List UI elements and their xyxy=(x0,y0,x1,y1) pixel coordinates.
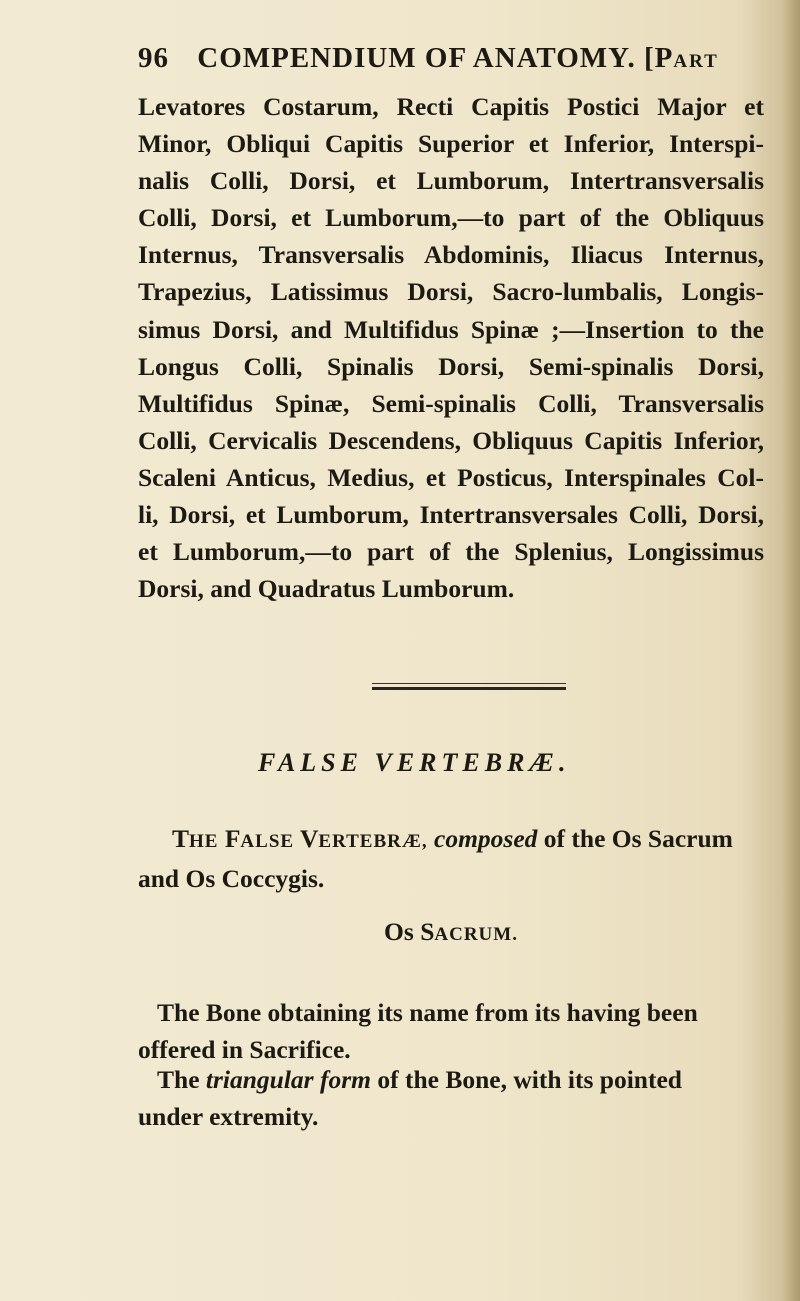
intro-paragraph xyxy=(138,820,764,897)
text-line: Minor, Obliqui Capitis Superior et Inferior, Interspi- xyxy=(138,129,764,159)
section-title: FALSE VERTEBRÆ. xyxy=(258,748,571,777)
definition-paragraph xyxy=(138,994,764,1068)
text-line: The Bone obtaining its name from its having been xyxy=(157,998,698,1027)
text-line: simus Dorsi, and Multifidus Spinæ ;—Insertion to the xyxy=(138,314,764,344)
page-number: 96 xyxy=(138,42,169,74)
text-line: Multifidus Spinæ, Semi-spinalis Colli, Transversalis xyxy=(138,388,764,418)
book-title: COMPENDIUM OF ANATOMY. xyxy=(197,42,636,74)
divider-thin-rule xyxy=(372,683,566,684)
subheading-os-sacrum: Os SACRUM. xyxy=(384,917,518,946)
text-line: Longus Colli, Spinalis Dorsi, Semi-spinalis Dorsi, xyxy=(138,351,764,381)
page-edge-shadow xyxy=(782,0,800,1301)
text-line: nalis Colli, Dorsi, et Lumborum, Intertransversalis xyxy=(138,166,764,196)
running-head xyxy=(138,42,778,75)
section-divider xyxy=(372,683,566,690)
text-line: and Os Coccygis. xyxy=(138,864,325,893)
text-line: Internus, Transversalis Abdominis, Iliacus Internus, xyxy=(138,240,764,270)
text-line: Scaleni Anticus, Medius, et Posticus, Interspinales Col- xyxy=(138,462,764,492)
text-line: THE FALSE VERTEBRÆ, composed of the Os Sacrum xyxy=(172,824,733,853)
text-line: Colli, Dorsi, et Lumborum,—to part of the Obliquus xyxy=(138,203,764,233)
body-paragraph xyxy=(138,88,764,607)
text-line: Levatores Costarum, Recti Capitis Postici Major et xyxy=(138,92,764,121)
text-line: Trapezius, Latissimus Dorsi, Sacro-lumbalis, Longis- xyxy=(138,277,764,307)
divider-thick-rule xyxy=(372,687,566,690)
text-line: Colli, Cervicalis Descendens, Obliquus Capitis Inferior, xyxy=(138,425,764,455)
text-line: Dorsi, and Quadratus Lumborum. xyxy=(138,574,515,604)
part-label: [PART xyxy=(643,42,719,74)
text-line: under extremity. xyxy=(138,1102,319,1131)
text-line: offered in Sacrifice. xyxy=(138,1035,351,1064)
text-line: et Lumborum,—to part of the Splenius, Longissimus xyxy=(138,537,764,567)
text-line: li, Dorsi, et Lumborum, Intertransversales Colli, Dorsi, xyxy=(138,500,764,530)
text-line: The triangular form of the Bone, with its pointed xyxy=(157,1065,682,1094)
description-paragraph xyxy=(138,1061,764,1135)
